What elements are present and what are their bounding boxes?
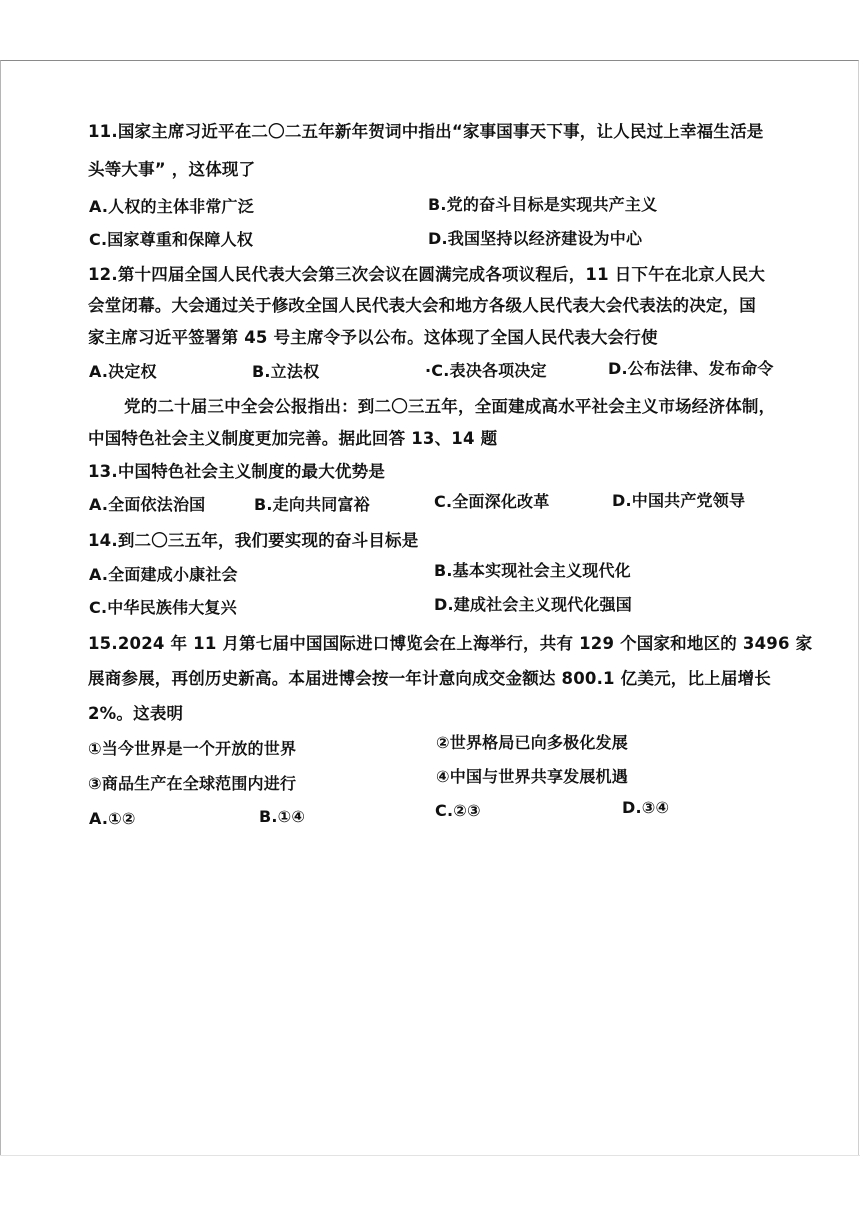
q12-stem-line1: 12.第十四届全国人民代表大会第三次会议在圆满完成各项议程后，11 日下午在北京人民大 xyxy=(88,265,766,284)
page-bottom-divider xyxy=(0,1155,860,1156)
q15-stem-line2: 展商参展，再创历史新高。本届进博会按一年计意向成交金额达 800.1 亿美元，比上届增长 xyxy=(88,669,771,688)
q11-option-d: D.我国坚持以经济建设为中心 xyxy=(428,229,643,248)
q11-stem-line1: 11.国家主席习近平在二〇二五年新年贺词中指出“家事国事天下事，让人民过上幸福生活是 xyxy=(88,122,764,141)
q15-stem-line3: 2%。这表明 xyxy=(88,704,184,723)
q11-option-c: C.国家尊重和保障人权 xyxy=(89,230,254,249)
q11-option-a: A.人权的主体非常广泛 xyxy=(89,197,254,216)
q13-stem: 13.中国特色社会主义制度的最大优势是 xyxy=(88,462,386,481)
q15-stem-line1: 15.2024 年 11 月第七届中国国际进口博览会在上海举行，共有 129 个国家和地区的 3496 家 xyxy=(88,634,813,653)
q12-option-a: A.决定权 xyxy=(89,362,157,381)
q14-option-d: D.建成社会主义现代化强国 xyxy=(434,595,632,614)
q15-statement-1: ①当今世界是一个开放的世界 xyxy=(88,739,297,758)
q15-option-d: D.③④ xyxy=(622,798,670,817)
q15-statement-2: ②世界格局已向多极化发展 xyxy=(436,733,628,752)
q15-option-c: C.②③ xyxy=(435,801,481,820)
q11-stem-line2: 头等大事” ，这体现了 xyxy=(88,160,256,179)
q12-option-d: D.公布法律、发布命令 xyxy=(608,359,774,378)
q15-statement-3: ③商品生产在全球范围内进行 xyxy=(88,774,297,793)
q12-option-c: ·C.表决各项决定 xyxy=(425,361,547,380)
q12-option-b: B.立法权 xyxy=(252,362,320,381)
q13-option-b: B.走向共同富裕 xyxy=(254,495,370,514)
q14-option-a: A.全面建成小康社会 xyxy=(89,565,238,584)
q11-option-b: B.党的奋斗目标是实现共产主义 xyxy=(428,195,658,214)
q15-option-a: A.①② xyxy=(89,809,136,828)
q14-option-b: B.基本实现社会主义现代化 xyxy=(434,561,631,580)
q15-statement-4: ④中国与世界共享发展机遇 xyxy=(436,767,628,786)
q12-stem-line3: 家主席习近平签署第 45 号主席令予以公布。这体现了全国人民代表大会行使 xyxy=(88,328,658,347)
material-line2: 中国特色社会主义制度更加完善。据此回答 13、14 题 xyxy=(88,429,498,448)
q13-option-c: C.全面深化改革 xyxy=(434,492,550,511)
material-line1: 党的二十届三中全会公报指出：到二〇三五年，全面建成高水平社会主义市场经济体制， xyxy=(124,397,776,416)
q15-option-b: B.①④ xyxy=(259,807,306,826)
q14-stem: 14.到二〇三五年，我们要实现的奋斗目标是 xyxy=(88,531,419,550)
q12-stem-line2: 会堂闭幕。大会通过关于修改全国人民代表大会和地方各级人民代表大会代表法的决定，国 xyxy=(88,296,756,315)
q13-option-d: D.中国共产党领导 xyxy=(612,491,746,510)
q14-option-c: C.中华民族伟大复兴 xyxy=(89,598,237,617)
q13-option-a: A.全面依法治国 xyxy=(89,495,206,514)
